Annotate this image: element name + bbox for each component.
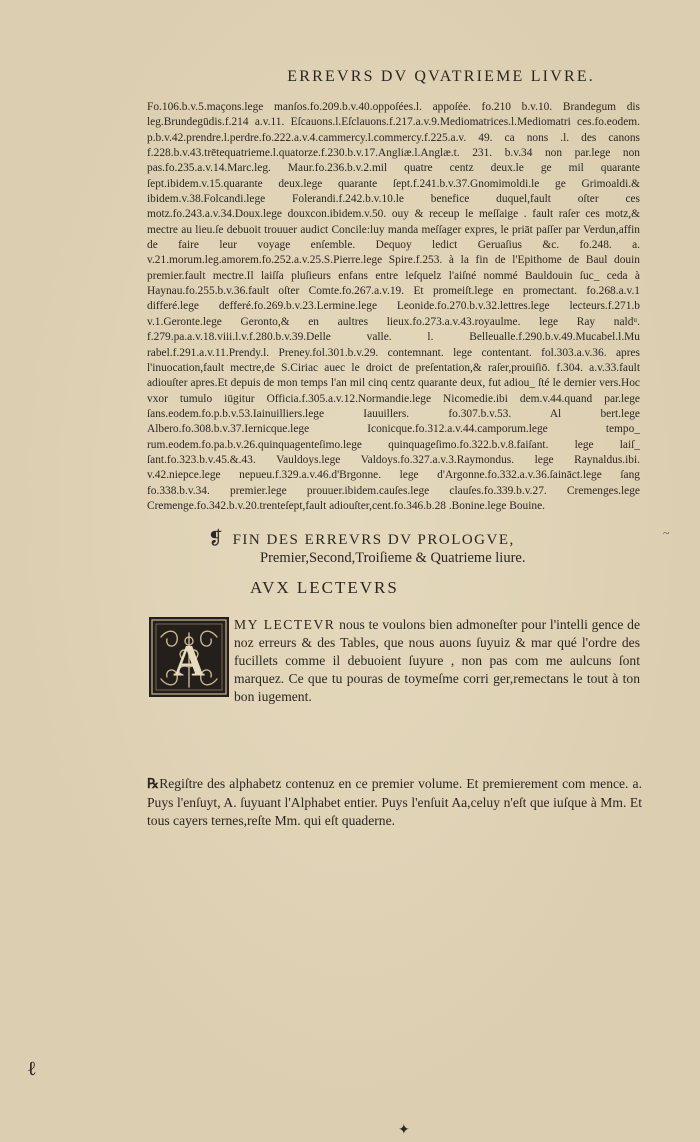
running-header: ERREVRS DV QVATRIEME LIVRE. bbox=[287, 68, 595, 85]
readers-lead: MY LECTEVR bbox=[234, 617, 336, 632]
ornament-initial-icon bbox=[149, 617, 229, 697]
bottom-ornament-icon: ✦ bbox=[398, 1123, 410, 1138]
margin-mark: ~ bbox=[663, 526, 670, 540]
fin-title: FIN DES ERREVRS DV PROLOGVE, bbox=[232, 532, 515, 548]
readers-paragraph bbox=[234, 616, 640, 706]
svg-text:A: A bbox=[173, 636, 205, 685]
fin-block bbox=[208, 528, 588, 567]
readers-text: nous te voulons bien admoneſter pour l'intelli gence de noz erreurs & des Tables, que nous auons ſuyuiz & mar qué l'ordre des fucillets comme il debuoient ſuyure , non pas com me aulcuns ſont marquez. Ce que tu pouras de toymeſme corri ger,remectans le tout à ton bon iugement. bbox=[234, 617, 640, 704]
aux-lecteurs-heading: AVX LECTEVRS bbox=[250, 578, 399, 597]
errata-paragraph: Fo.106.b.v.5.maçons.lege manſos.fo.209.b.v.40.oppoſées.l. appoſée. fo.210 b.v.10. Brandegum dis leg.Brundegūdis.f.214 a.v.11. Eſcauons.l.Eſclauons.f.217.a.v.9.Mediomatrices.l.Mediomatri ces.fo.eodem. p.b.v.42.prendre.l.perdre.fo.222.a.v.4.cammercy.l.commercy.f.225.a.v. 49. ca nons .l. des canons f.228.b.v.43.trētequatrieme.l.quatorze.f.230.b.v.17.Angliæ.l.Anglæ.t. 231. b.v.34 non par.lege non pas.fo.235.a.v.14.Marc.leg. Maur.fo.236.b.v.2.mil quatre centz deux.le ge mil quarante ſept.ibidem.v.15.quarante deux.lege quarante ſept.f.241.b.v.37.Gnomimoldi.le ge Grimoaldi.& ibidem.v.38.Folcandi.lege Folerandi.f.242.b.v.10.le benefice duquel,fault oſter ces motz.fo.243.a.v.34.Doux.lege douxcon.ibidem.v.50. ouy & receup le meſſaige . fault raſer ces motz,& mectre au lieu.ſe debuoit trouuer audict Concile:luy manda meſſager expres, le priāt paſſer par Verdun,affin de faire leur voyage enſemble. Dequoy ledict Geruaſius &c. fo.248. a. v.21.morum.leg.amorem.fo.252.a.v.25.S.Pierre.lege Spire.f.253. à la fin de l'Epithome de Baul douin premier.fault mectre.Il laiſſa pluſieurs enfans entre leſquelz l'aiſné nommé Bauldouin ſuc_ ceda à Haynau.fo.255.b.v.36.fault oſter Comte.fo.267.a.v.19. Et promeiſt.lege en promectant. fo.268.a.v.1 differé.lege defferé.fo.269.b.v.23.Lermine.lege Leonide.fo.270.b.v.32.lettres.lege lecteurs.f.271.b v.1.Geronte.lege Geronto,& en aultres lieux.fo.273.a.v.43.royaulme. lege Ray naldᵘ. f.279.pa.a.v.18.viii.l.v.f.280.b.v.39.Delle valle. l. Belleualle.f.290.b.v.49.Mucabel.l.Mu rabel.f.291.a.v.11.Prendy.l. Preney.fol.301.b.v.29. contemnant. lege contentant. fol.303.a.v.36. apres l'inuocation,fault mectre,de S.Ciriac auec le droict de preſentation,& raſer,prouiſiō. f.304. a.v.33.fault adiouſter apres.Et depuis de mon temps l'an mil cinq centz quarante deux, fut adiou_ ſté le dernier vers.Hoc vxor tumulo iūgitur Officia.f.305.a.v.12.Normandie.lege Nicomedie.ibi dem.v.44.quand par.lege ſans.eodem.fo.p.b.v.53.Iainuilliers.lege Iauuillers. fo.307.b.v.53. Al bert.lege Albero.fo.308.b.v.37.Iernicque.lege Iconicque.fo.312.a.v.44.camporum.lege tempo_ rum.eodem.fo.pa.b.v.26.quinquagenteſimo.lege quinquageſimo.fo.322.b.v.8.faiſant. lege laiſ_ ſant.fo.323.b.v.45.&.43. Vauldoys.lege Valdoys.fo.327.a.v.3.Raymondus. lege Raynaldus.ibi. v.42.niepce.lege nepueu.f.329.a.v.46.d'Brgonne. lege d'Argonne.fo.332.a.v.36.ſaināct.lege ſang fo.338.b.v.34. premier.lege prouuer.ibidem.cauſes.lege clauſes.fo.339.b.v.27. Cremenges.lege Cremenge.fo.342.b.v.20.trenteſept,fault adiouſter,cent.fo.346.b.28 .Bonine.lege Bouine. bbox=[147, 101, 640, 512]
left-margin-mark: ℓ bbox=[27, 1058, 37, 1080]
decorated-initial-A bbox=[149, 617, 229, 697]
pilcrow-icon: ❡ bbox=[208, 528, 225, 548]
registre-paragraph bbox=[147, 775, 642, 831]
registre-mark-icon: ℞ bbox=[147, 776, 160, 791]
registre-text: Regiſtre des alphabetz contenuz en ce premier volume. Et premierement com mence. a. Puys l'enſuyt, A. ſuyuant l'Alphabet entier. Puys l'enſuit Aa,celuy n'eſt que iuſque à Mm. Et tous cayers ternes,reſte Mm. qui eſt quaderne. bbox=[147, 776, 642, 828]
fin-subtitle: Premier,Second,Troiſieme & Quatrieme liure. bbox=[260, 550, 526, 566]
fin-title-line bbox=[208, 528, 588, 549]
